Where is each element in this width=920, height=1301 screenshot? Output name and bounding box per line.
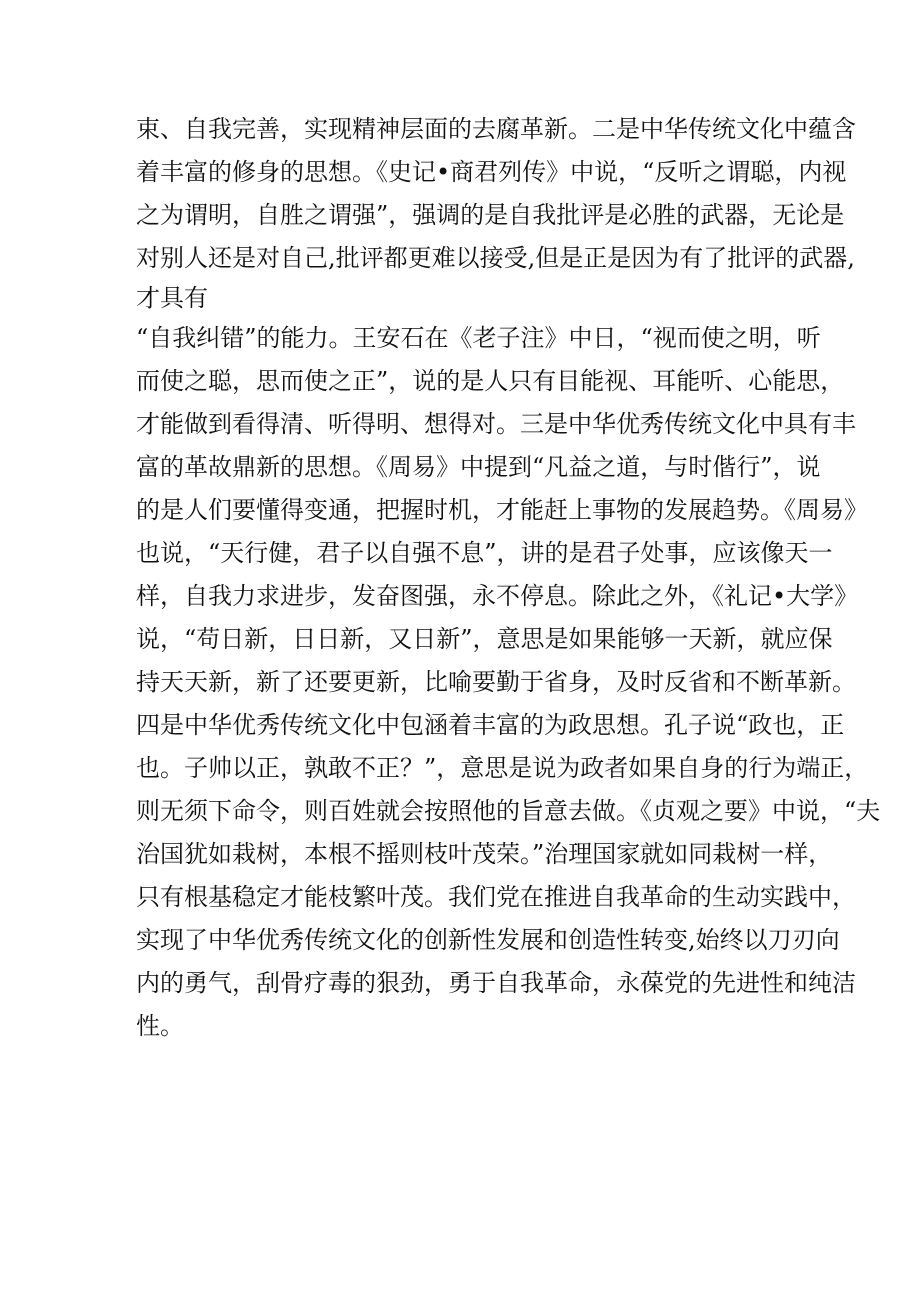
text-line: 持天天新，新了还要更新，比喻要勤于省身，及时反省和不断革新。 <box>136 668 856 696</box>
body-text <box>136 108 881 1048</box>
text-line: 的是人们要懂得变通，把握时机，才能赶上事物的发展趋势。《周易》 <box>136 496 868 524</box>
text-line: 内的勇气，刮骨疗毒的狠劲，勇于自我革命，永葆党的先进性和纯洁 <box>136 969 856 997</box>
text-line: 性。 <box>136 1012 184 1040</box>
text-line: 治国犹如栽树，本根不摇则枝叶茂荣。”治理国家就如同栽树一样， <box>136 840 833 868</box>
text-line: 四是中华优秀传统文化中包涵着丰富的为政思想。孔子说“政也，正 <box>136 711 845 739</box>
text-line: 束、自我完善，实现精神层面的去腐革新。二是中华传统文化中蕴含 <box>136 115 856 143</box>
text-line: 也说，“天行健，君子以自强不息”，讲的是君子处事，应该像天一 <box>136 539 833 567</box>
text-line: 则无须下命令，则百姓就会按照他的旨意去做。《贞观之要》中说，“夫 <box>136 797 881 825</box>
text-line: 之为谓明，自胜之谓强”，强调的是自我批评是必胜的武器，无论是 <box>136 201 845 229</box>
text-line: 实现了中华优秀传统文化的创新性发展和创造性转变,始终以刀刃向 <box>136 926 840 954</box>
text-line: 才能做到看得清、听得明、想得对。三是中华优秀传统文化中具有丰 <box>136 410 856 438</box>
text-line: 对别人还是对自己,批评都更难以接受,但是正是因为有了批评的武器, <box>136 244 855 272</box>
text-line: 才具有 <box>136 284 208 312</box>
text-line: “自我纠错”的能力。王安石在《老子注》中日，“视而使之明，听 <box>136 324 821 352</box>
text-line: 着丰富的修身的思想。《史记•商君列传》中说，“反听之谓聪，内视 <box>136 158 847 186</box>
text-line: 样，自我力求进步，发奋图强，永不停息。除此之外，《礼记•大学》 <box>136 582 859 610</box>
text-line: 而使之聪，思而使之正”，说的是人只有目能视、耳能听、心能思， <box>136 367 845 395</box>
text-line: 只有根基稳定才能枝繁叶茂。我们党在推进自我革命的生动实践中， <box>136 883 856 911</box>
text-line: 说，“苟日新，日日新，又日新”，意思是如果能够一天新，就应保 <box>136 625 833 653</box>
text-line: 也。子帅以正，孰敢不正？”，意思是说为政者如果自身的行为端正， <box>136 754 869 782</box>
text-line: 富的革故鼎新的思想。《周易》中提到“凡益之道，与时偕行”，说 <box>136 453 821 481</box>
